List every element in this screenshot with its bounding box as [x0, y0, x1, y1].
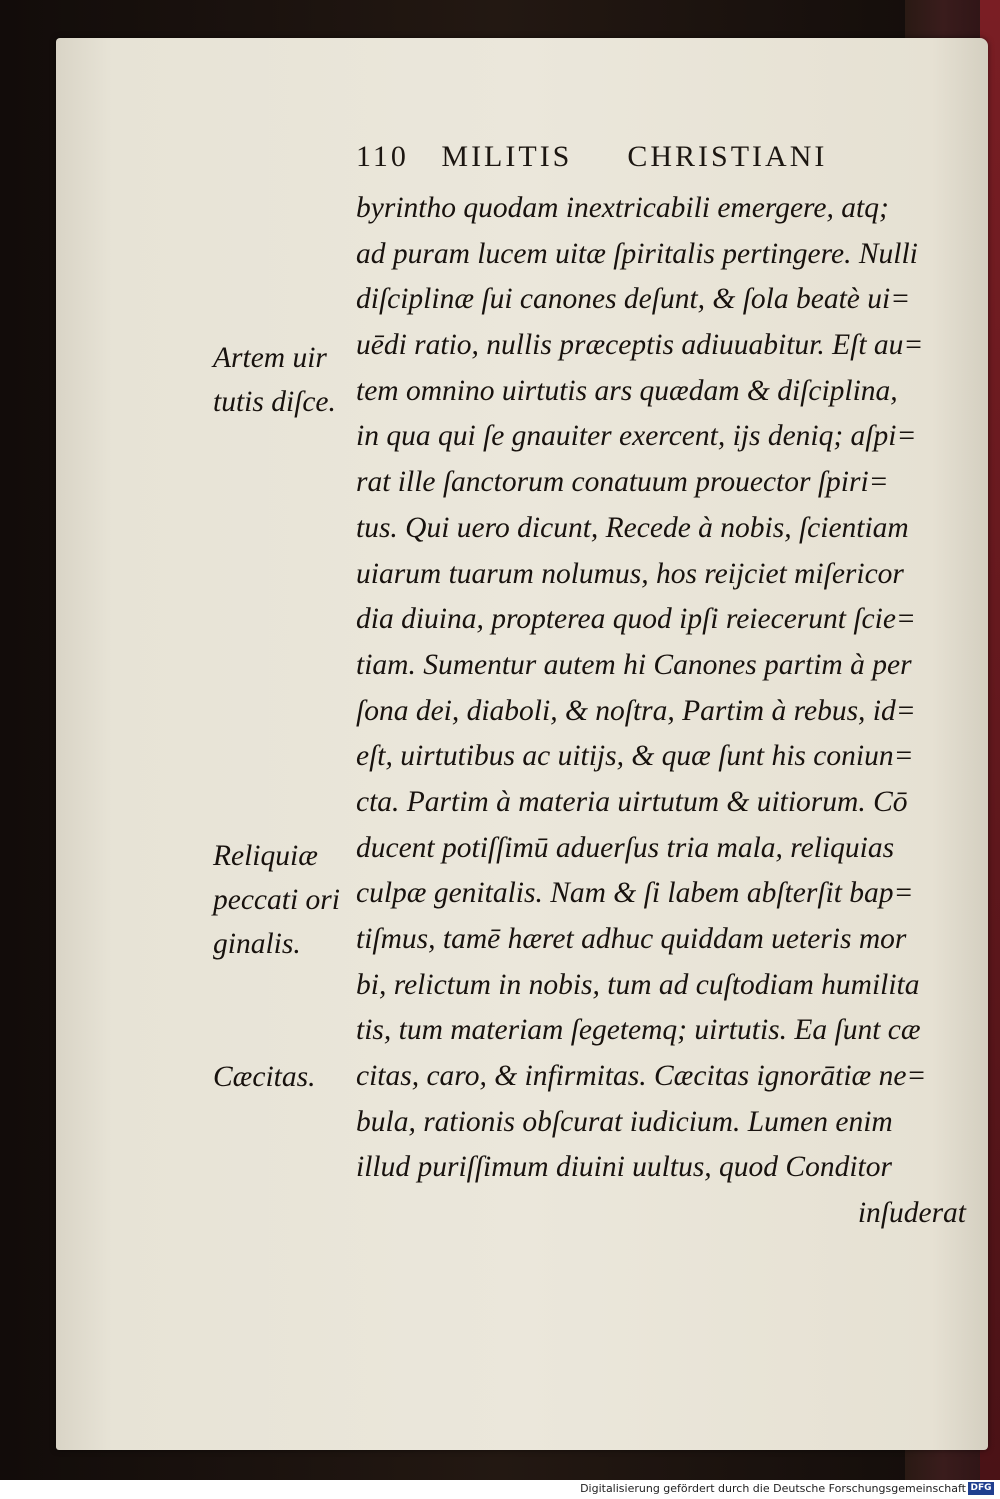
running-title-part2: CHRISTIANI [627, 140, 828, 173]
dfg-logo: DFG [968, 1482, 994, 1495]
text-line: uiarum tuarum nolumus, hos reijciet miſericor [356, 557, 904, 590]
text-line: eſt, uirtutibus ac uitijs, & quæ ſunt his coniun= [356, 740, 914, 773]
text-line: in qua qui ſe gnauiter exercent, ijs deniq; aſpi= [356, 420, 917, 453]
text-line: uēdi ratio, nullis præceptis adiuuabitur. Eſt au= [356, 329, 924, 362]
margin-note-line: tutis diſce. [213, 386, 336, 418]
page-number: 110 [356, 140, 409, 173]
footer-credit: Digitalisierung gefördert durch die Deutsche Forschungsgemeinschaft [580, 1482, 966, 1495]
text-line: tiſmus, tamē hæret adhuc quiddam ueteris mor [356, 923, 907, 955]
text-line: diſciplinæ ſui canones deſunt, & ſola beatè ui= [356, 283, 911, 316]
margin-note-line: ginalis. [213, 928, 301, 960]
catchword: inſuderat [857, 1197, 966, 1230]
text-line: ſona dei, diaboli, & noſtra, Partim à rebus, id= [356, 694, 916, 727]
text-line: illud puriſſimum diuini uultus, quod Conditor [356, 1151, 892, 1184]
text-line: rat ille ſanctorum conatuum prouector ſpiri= [356, 466, 889, 499]
text-line: tem omnino uirtutis ars quædam & diſciplina, [356, 374, 898, 407]
margin-note-line: peccati ori [213, 884, 340, 916]
margin-note-line: Artem uir [213, 342, 327, 374]
margin-note-line: Cæcitas. [213, 1061, 316, 1093]
text-line: bula, rationis obſcurat iudicium. Lumen enim [356, 1105, 893, 1138]
body-text [356, 186, 966, 1237]
text-line: dia diuina, propterea quod ipſi reiecerunt ſcie= [356, 603, 916, 636]
margin-note-reliquiae [213, 834, 348, 966]
margin-note-line: Reliquiæ [213, 840, 318, 872]
running-title-part1: MILITIS [441, 140, 573, 173]
text-line: tiam. Sumentur autem hi Canones partim à per [356, 648, 912, 681]
text-line: ad puram lucem uitæ ſpiritalis pertingere. Nulli [356, 237, 918, 270]
text-line: byrintho quodam inextricabili emergere, atq; [356, 192, 889, 224]
text-line: bi, relictum in nobis, tum ad cuſtodiam humilita [356, 968, 920, 1001]
text-line: citas, caro, & infirmitas. Cæcitas ignorātiæ ne= [356, 1060, 927, 1093]
text-line: ducent potiſſimū aduerſus tria mala, reliquias [356, 831, 895, 864]
text-line: tus. Qui uero dicunt, Recede à nobis, ſcientiam [356, 511, 909, 544]
margin-note-artem [213, 336, 348, 424]
text-line: cta. Partim à materia uirtutum & uitiorum. Cō [356, 785, 908, 818]
margin-note-caecitas [213, 1055, 348, 1099]
text-line: tis, tum materiam ſegetemq; uirtutis. Ea ſunt cæ [356, 1014, 921, 1047]
running-head [356, 140, 916, 180]
text-line: culpæ genitalis. Nam & ſi labem abſterſit bap= [356, 877, 914, 910]
